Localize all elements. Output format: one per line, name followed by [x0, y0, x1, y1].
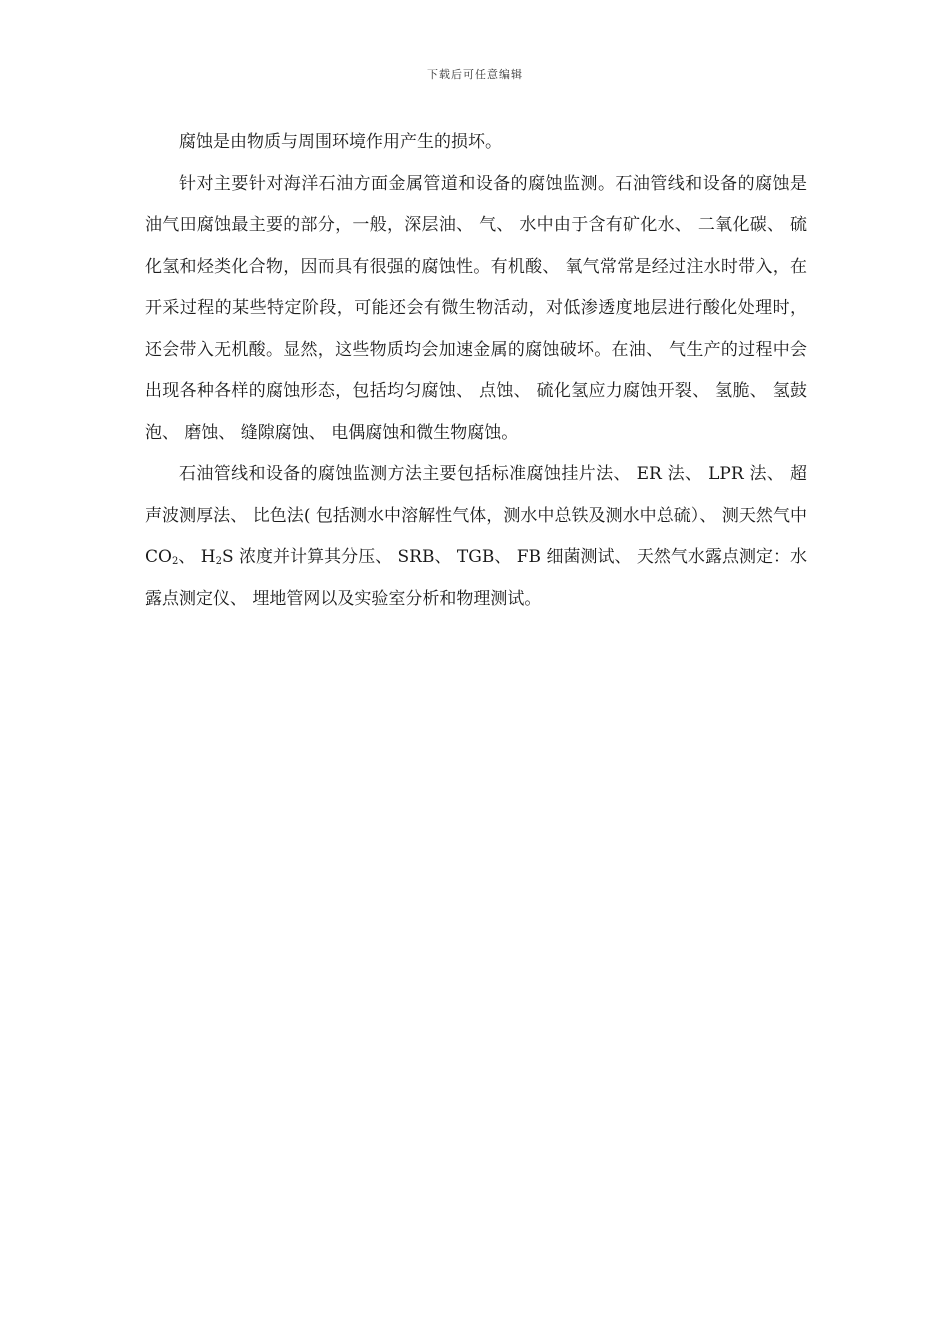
co2-subscript: 2 [171, 556, 179, 567]
body-text [145, 122, 807, 620]
h2s-subscript: 2 [215, 556, 222, 567]
methods-text-part1: 石油管线和设备的腐蚀监测方法主要包括标准腐蚀挂片法、 ER 法、 LPR 法、 超声波测厚法、 比色法( 包括测水中溶解性气体，测水中总铁及测水中总硫）、 测天然气中 CO [145, 464, 807, 567]
methods-text-part3: S 浓度并计算其分压、 SRB、 TGB、 FB 细菌测试、 天然气水露点测定：水露点测定仪、 埋地管网以及实验室分析和物理测试。 [145, 547, 807, 609]
methods-text-part2: 、 H [178, 547, 216, 567]
paragraph-definition: 腐蚀是由物质与周围环境作用产生的损坏。 [179, 132, 502, 152]
paragraph-monitoring-methods [145, 454, 807, 620]
paragraph-corrosion-causes: 针对主要针对海洋石油方面金属管道和设备的腐蚀监测。石油管线和设备的腐蚀是油气田腐蚀最主要的部分，一般，深层油、 气、 水中由于含有矿化水、 二氧化碳、 硫化氢和烃类化合物，因而具有很强的腐蚀性。有机酸、 氧气常常是经过注水时带入，在开采过程的某些特定阶段，可能还会有微生物活动，对低渗透度地层进行酸化处理时，还会带入无机酸。显然，这些物质均会加速金属的腐蚀破坏。在油、 气生产的过程中会出现各种各样的腐蚀形态，包括均匀腐蚀、 点蚀、 硫化氢应力腐蚀开裂、 氢脆、 氢鼓泡、 磨蚀、 缝隙腐蚀、 电偶腐蚀和微生物腐蚀。 [145, 173, 807, 443]
header-note: 下载后可任意编辑 [427, 68, 523, 81]
